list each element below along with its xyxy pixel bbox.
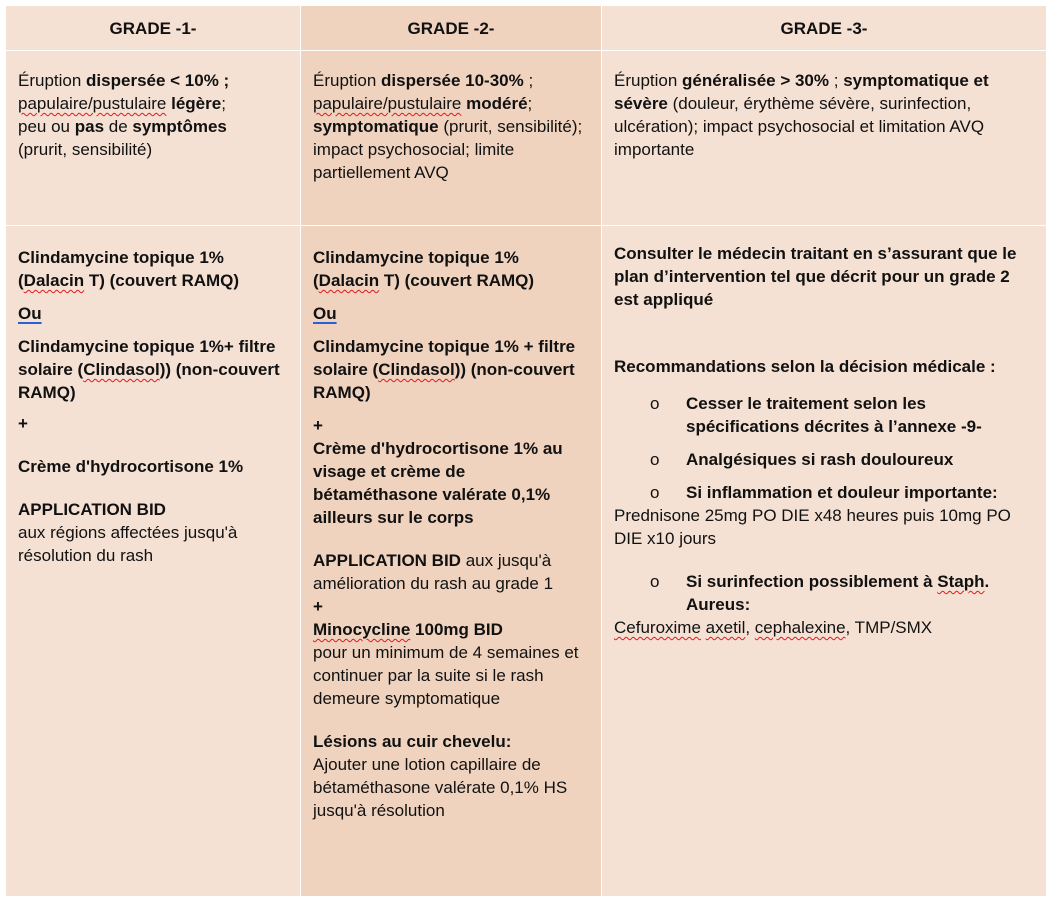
criteria-row (6, 51, 1047, 226)
grade3-criteria: Éruption généralisée > 30% ; symptomatique et sévère (douleur, érythème sévère, surinfection, ulcération); impact psychosocial et limitation AVQ importante (602, 51, 1047, 226)
grade3-treatment: Consulter le médecin traitant en s’assurant que le plan d’intervention tel que décrit pour un grade 2 est appliqué Recommandations selon la décision médicale : o Cesser le traitement selon les spécifications décrites à l’annexe -9- o Analgésiques si rash douloureux o Si inflammation et douleur importante: Prednisone 25mg PO DIE x48 heures puis 10mg PO DIE x10 jours o Si surinfection possiblement à Staph. Aureus: Cefuroxime axetil, cephalexine, TMP/SMX (602, 226, 1047, 897)
treatment-row (6, 226, 1047, 897)
grade1-treatment: Clindamycine topique 1% (Dalacin T) (couvert RAMQ) Ou Clindamycine topique 1%+ filtre solaire (Clindasol)) (non-couvert RAMQ) + Crème d'hydrocortisone 1% APPLICATION BID aux régions affectées jusqu'à résolution du rash (6, 226, 301, 897)
bullet-infection: o Si surinfection possiblement à Staph. Aureus: (614, 570, 1036, 616)
grading-table (5, 5, 1047, 897)
grade3-header: GRADE -3- (602, 6, 1047, 51)
grade2-header: GRADE -2- (301, 6, 602, 51)
grade2-treatment: Clindamycine topique 1% (Dalacin T) (couvert RAMQ) Ou Clindamycine topique 1% + filtre solaire (Clindasol)) (non-couvert RAMQ) + Crème d'hydrocortisone 1% au visage et crème de bétaméthasone valérate 0,1% ailleurs sur le corps APPLICATION BID aux jusqu'à amélioration du rash au grade 1 + Minocycline 100mg BID pour un minimum de 4 semaines et continuer par la suite si le rash demeure symptomatique Lésions au cuir chevelu: Ajouter une lotion capillaire de bétaméthasone valérate 0,1% HS jusqu'à résolution (301, 226, 602, 897)
grade1-criteria: Éruption dispersée < 10% ; papulaire/pustulaire légère; peu ou pas de symptômes (prurit, sensibilité) (6, 51, 301, 226)
grade2-criteria: Éruption dispersée 10-30% ; papulaire/pustulaire modéré; symptomatique (prurit, sensibilité); impact psychosocial; limite partiellement AVQ (301, 51, 602, 226)
header-row (6, 6, 1047, 51)
grade1-header: GRADE -1- (6, 6, 301, 51)
bullet-analgesics: o Analgésiques si rash douloureux (614, 448, 1036, 471)
bullet-stop-treatment: o Cesser le traitement selon les spécifications décrites à l’annexe -9- (614, 392, 1036, 438)
bullet-inflammation: o Si inflammation et douleur importante: (614, 481, 1036, 504)
